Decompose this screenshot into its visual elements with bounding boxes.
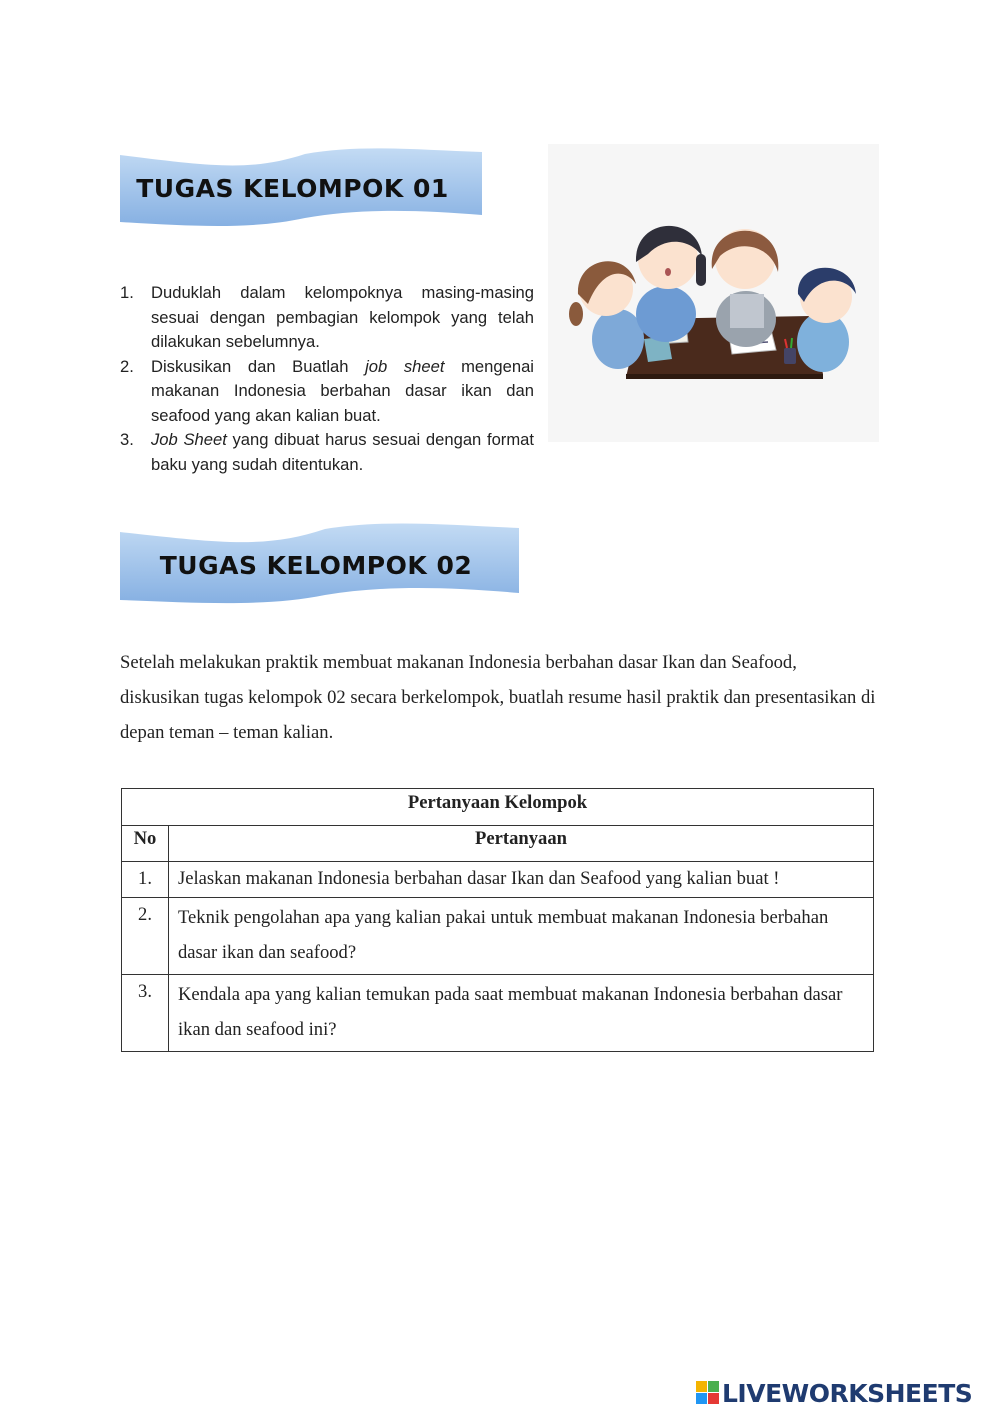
list-item xyxy=(120,281,534,355)
section2-title: TUGAS KELOMPOK 02 xyxy=(159,551,473,580)
table-header-row xyxy=(122,826,874,862)
section2-banner xyxy=(120,523,522,605)
table-row xyxy=(122,862,874,898)
row-number: 2. xyxy=(122,898,169,975)
list-item-number: 2. xyxy=(120,356,134,376)
table-caption-row xyxy=(122,789,874,826)
list-item-text-post: mengenai makanan Indonesia berbahan dasar ikan dan seafood yang akan kalian buat. xyxy=(151,356,534,425)
list-item xyxy=(120,428,534,477)
group-discussion-illustration xyxy=(548,144,879,442)
row-question: Kendala apa yang kalian temukan pada saat membuat makanan Indonesia berbahan dasar ikan dan seafood ini? xyxy=(169,975,874,1052)
section1-title: TUGAS KELOMPOK 01 xyxy=(136,174,449,203)
list-item-text-pre: Diskusikan dan Buatlah xyxy=(151,356,366,376)
list-item-number: 1. xyxy=(120,283,134,302)
column-header-no: No xyxy=(122,826,169,862)
children-at-table-image xyxy=(548,144,879,442)
list-item-text: Duduklah dalam kelompoknya masing-masing sesuai dengan pembagian kelompok yang telah dilakukan sebelumnya. xyxy=(151,283,534,351)
list-item-number: 3. xyxy=(120,430,134,449)
column-header-question: Pertanyaan xyxy=(169,826,874,862)
list-item-text-post: yang dibuat harus sesuai dengan format baku yang sudah ditentukan. xyxy=(151,430,534,474)
table-caption: Pertanyaan Kelompok xyxy=(122,789,874,826)
list-item-emphasis: Job Sheet xyxy=(151,430,227,449)
liveworksheets-logo xyxy=(696,1376,972,1410)
row-number: 3. xyxy=(122,975,169,1052)
row-number: 1. xyxy=(122,862,169,898)
list-item xyxy=(120,355,534,429)
row-question: Jelaskan makanan Indonesia berbahan dasar Ikan dan Seafood yang kalian buat ! xyxy=(169,862,874,898)
instruction-list xyxy=(120,281,534,477)
question-table xyxy=(121,788,874,1052)
section1-banner xyxy=(120,148,485,228)
section2-paragraph: Setelah melakukan praktik membuat makanan Indonesia berbahan dasar Ikan dan Seafood, diskusikan tugas kelompok 02 secara berkelompok, buatlah resume hasil praktik dan presentasikan di depan teman – teman kalian. xyxy=(120,652,876,743)
logo-text: LIVEWORKSHEETS xyxy=(722,1378,973,1408)
list-item-emphasis: job sheet xyxy=(365,356,445,376)
table-row xyxy=(122,898,874,975)
row-question: Teknik pengolahan apa yang kalian pakai untuk membuat makanan Indonesia berbahan dasar ikan dan seafood? xyxy=(169,898,874,975)
table-row xyxy=(122,975,874,1052)
logo-mark-icon xyxy=(696,1381,720,1405)
